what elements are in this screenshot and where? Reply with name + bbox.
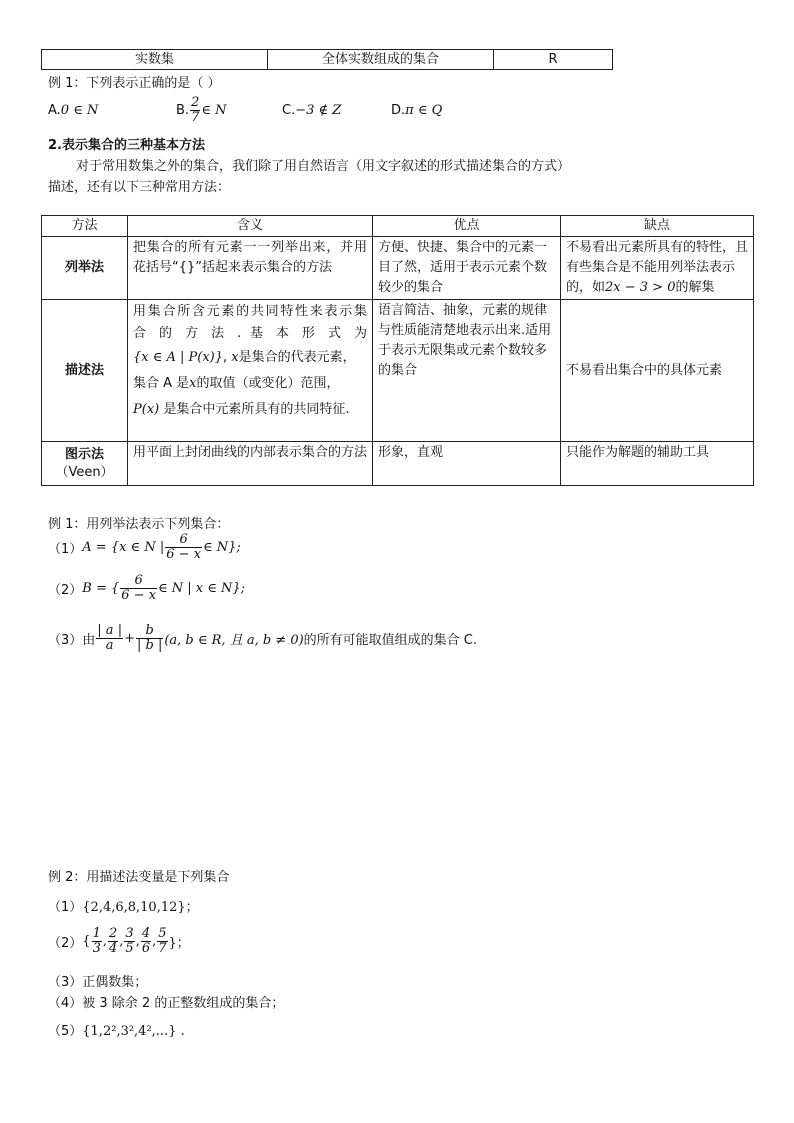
item-3-by: 由 [82, 633, 96, 648]
ex1-question: 例 1：下列表示正确的是（ ） [48, 76, 221, 91]
ex2-item-1-set: {2,4,6,8,10,12}； [82, 900, 199, 915]
item-3-frac1-numerator: | a | [97, 623, 123, 638]
option-b-numerator: 2 [191, 95, 200, 110]
ex2-item-3: （3）正偶数集； [48, 975, 148, 990]
fraction-numerator: 3 [125, 926, 134, 941]
cell-set-symbol: R [494, 50, 613, 70]
diagram-method-cons: 只能作为解题的辅助工具 [561, 442, 754, 486]
ex2-item-2 [48, 927, 190, 965]
describe-rep-text: 是集合的代表元素， [238, 350, 356, 365]
item-2-denominator: 6 − x [121, 588, 157, 603]
fraction [141, 927, 151, 956]
fraction-comma: , [119, 934, 124, 949]
describe-rep-x: x [231, 350, 239, 365]
option-c-label: C. [282, 103, 296, 118]
item-1-label: （1） [48, 542, 83, 557]
item-1-pre: A = {x ∈ N | [82, 540, 165, 555]
describe-meaning-line-3: {x ∈ A | P(x)}, x是集合的代表元素， [133, 350, 356, 365]
intro-line-1: 对于常用数集之外的集合，我们除了用自然语言（用文字叙述的形式描述集合的方式） [76, 159, 571, 174]
fraction [108, 927, 118, 956]
ex1-options [48, 96, 608, 128]
ex2-title: 例 2：用描述法变量是下列集合 [48, 870, 230, 885]
option-c-math: −3 ∉ Z [295, 103, 342, 118]
real-set-table [41, 49, 613, 70]
header-cons: 缺点 [561, 216, 754, 237]
item-3-frac1-denominator: a [96, 638, 123, 653]
diagram-method-name-cell [42, 442, 128, 486]
fraction-denominator: 6 [141, 941, 151, 956]
describe-range-x: x [189, 376, 197, 391]
option-d-math: π ∈ Q [405, 103, 443, 118]
option-d [391, 103, 442, 118]
option-b [176, 96, 226, 125]
list-method-name: 列举法 [42, 237, 128, 300]
option-b-label: B. [176, 103, 190, 118]
fraction-numerator: 1 [92, 926, 101, 941]
describe-method-pros: 语言简洁、抽象，元素的规律与性质能清楚地表示出来.适用于表示无限集或元素个数较多的集合 [373, 300, 561, 442]
describe-meaning-line-2: 合 的 方 法 . 基 本 形 式 为 [133, 326, 367, 341]
describe-meaning-line-5 [133, 397, 367, 423]
list-method-cons [561, 237, 754, 300]
fraction-denominator: 5 [125, 941, 134, 956]
describe-method-cons: 不易看出集合中的具体元素 [561, 300, 754, 442]
ex2-item-5-label: （5） [48, 1024, 83, 1039]
fraction-denominator: 3 [92, 941, 101, 956]
describe-range-tail: 的取值（或变化）范围， [196, 376, 340, 391]
option-a [48, 103, 98, 118]
fraction-comma: , [135, 934, 140, 949]
describe-method-name: 描述法 [42, 300, 128, 442]
intro-line-2: 描述，还有以下三种常用方法： [48, 180, 231, 195]
option-b-denominator: 7 [191, 110, 200, 125]
ex2-item-2-fractions [91, 926, 169, 956]
ex2-item-1 [48, 896, 199, 915]
item-2-pre: B = { [82, 581, 120, 596]
list-meaning-line-1: 把集合的所有元素一一列举出来，并用 [133, 240, 367, 255]
methods-table [41, 215, 754, 486]
ex1b-title: 例 1：用列举法表示下列集合： [48, 517, 230, 532]
describe-meaning-line-4 [133, 371, 367, 397]
ex1b-item-1 [48, 533, 241, 569]
list-meaning-line-2: 花括号“{}”括起来表示集合的方法 [133, 260, 333, 275]
item-3-tail: 的所有可能取值组成的集合 C. [303, 633, 478, 648]
describe-feature-text: 是集合中元素所具有的共同特征. [163, 402, 350, 417]
ex2-item-5-set: {1,2²,3²,4²,...} . [82, 1024, 185, 1039]
option-c [282, 103, 341, 118]
item-3-frac2-numerator: b [145, 623, 154, 638]
item-2-label: （2） [48, 583, 83, 598]
item-3-label: （3） [48, 633, 83, 648]
diagram-method-pros: 形象，直观 [373, 442, 561, 486]
item-2-numerator: 6 [134, 573, 143, 588]
ex2-item-2-open: { [82, 934, 91, 949]
item-1-post: ∈ N}; [202, 540, 241, 555]
header-meaning: 含义 [128, 216, 373, 237]
ex1b-item-2 [48, 574, 245, 610]
list-cons-math: 2x − 3 > 0 [605, 280, 676, 295]
fraction-denominator: 4 [108, 941, 118, 956]
ex1b-item-3 [48, 624, 477, 664]
fraction [124, 927, 134, 956]
option-d-label: D. [391, 103, 406, 118]
item-2-post: ∈ N | x ∈ N}; [158, 581, 246, 596]
diagram-method-name: 图示法 [64, 446, 104, 462]
fraction [92, 927, 102, 956]
item-3-condition: (a, b ∈ R, 且 a, b ≠ 0) [164, 633, 304, 648]
fraction-numerator: 2 [108, 926, 118, 941]
item-1-numerator: 6 [179, 532, 188, 547]
fraction [157, 927, 167, 956]
fraction-comma: , [152, 934, 157, 949]
describe-form-math: {x ∈ A | P(x)} [133, 350, 224, 365]
item-3-plus: + [124, 631, 135, 646]
list-cons-tail: 的解集 [675, 280, 715, 295]
option-a-label: A. [48, 103, 61, 118]
cell-set-name: 实数集 [42, 50, 268, 70]
describe-meaning-line-1: 用集合所含元素的共同特性来表示集 [133, 304, 367, 319]
item-1-denominator: 6 − x [166, 547, 201, 562]
fraction-numerator: 5 [158, 926, 167, 941]
option-a-math: 0 ∈ N [60, 103, 99, 118]
fraction-comma: , [102, 934, 107, 949]
fraction-denominator: 7 [158, 941, 167, 956]
item-3-frac2-denominator: | b | [136, 638, 163, 653]
ex2-item-1-label: （1） [48, 900, 83, 915]
diagram-method-sub: （Veen） [55, 464, 114, 480]
list-method-pros: 方便、快捷、集合中的元素一目了然，适用于表示元素个数较少的集合 [373, 237, 561, 300]
ex2-item-2-label: （2） [48, 936, 83, 951]
describe-range-text: 集合 A 是 [133, 376, 190, 391]
header-pros: 优点 [373, 216, 561, 237]
ex2-item-5 [48, 1020, 185, 1039]
describe-feature-math: P(x) [133, 402, 160, 417]
list-method-meaning [128, 237, 373, 300]
list-cons-text: 不易看出元素所具有的特性，且有些集合是不能用列举法表示的，如 [566, 240, 749, 295]
ex2-item-4: （4）被 3 除余 2 的正整数组成的集合； [48, 996, 285, 1011]
header-method: 方法 [42, 216, 128, 237]
fraction-numerator: 4 [141, 926, 151, 941]
option-b-tail: ∈ N [201, 103, 227, 118]
describe-method-meaning [128, 300, 373, 442]
cell-set-meaning: 全体实数组成的集合 [268, 50, 494, 70]
section-heading: 2.表示集合的三种基本方法 [48, 138, 205, 153]
ex2-item-2-close: }； [168, 936, 190, 951]
diagram-method-meaning: 用平面上封闭曲线的内部表示集合的方法 [128, 442, 373, 486]
